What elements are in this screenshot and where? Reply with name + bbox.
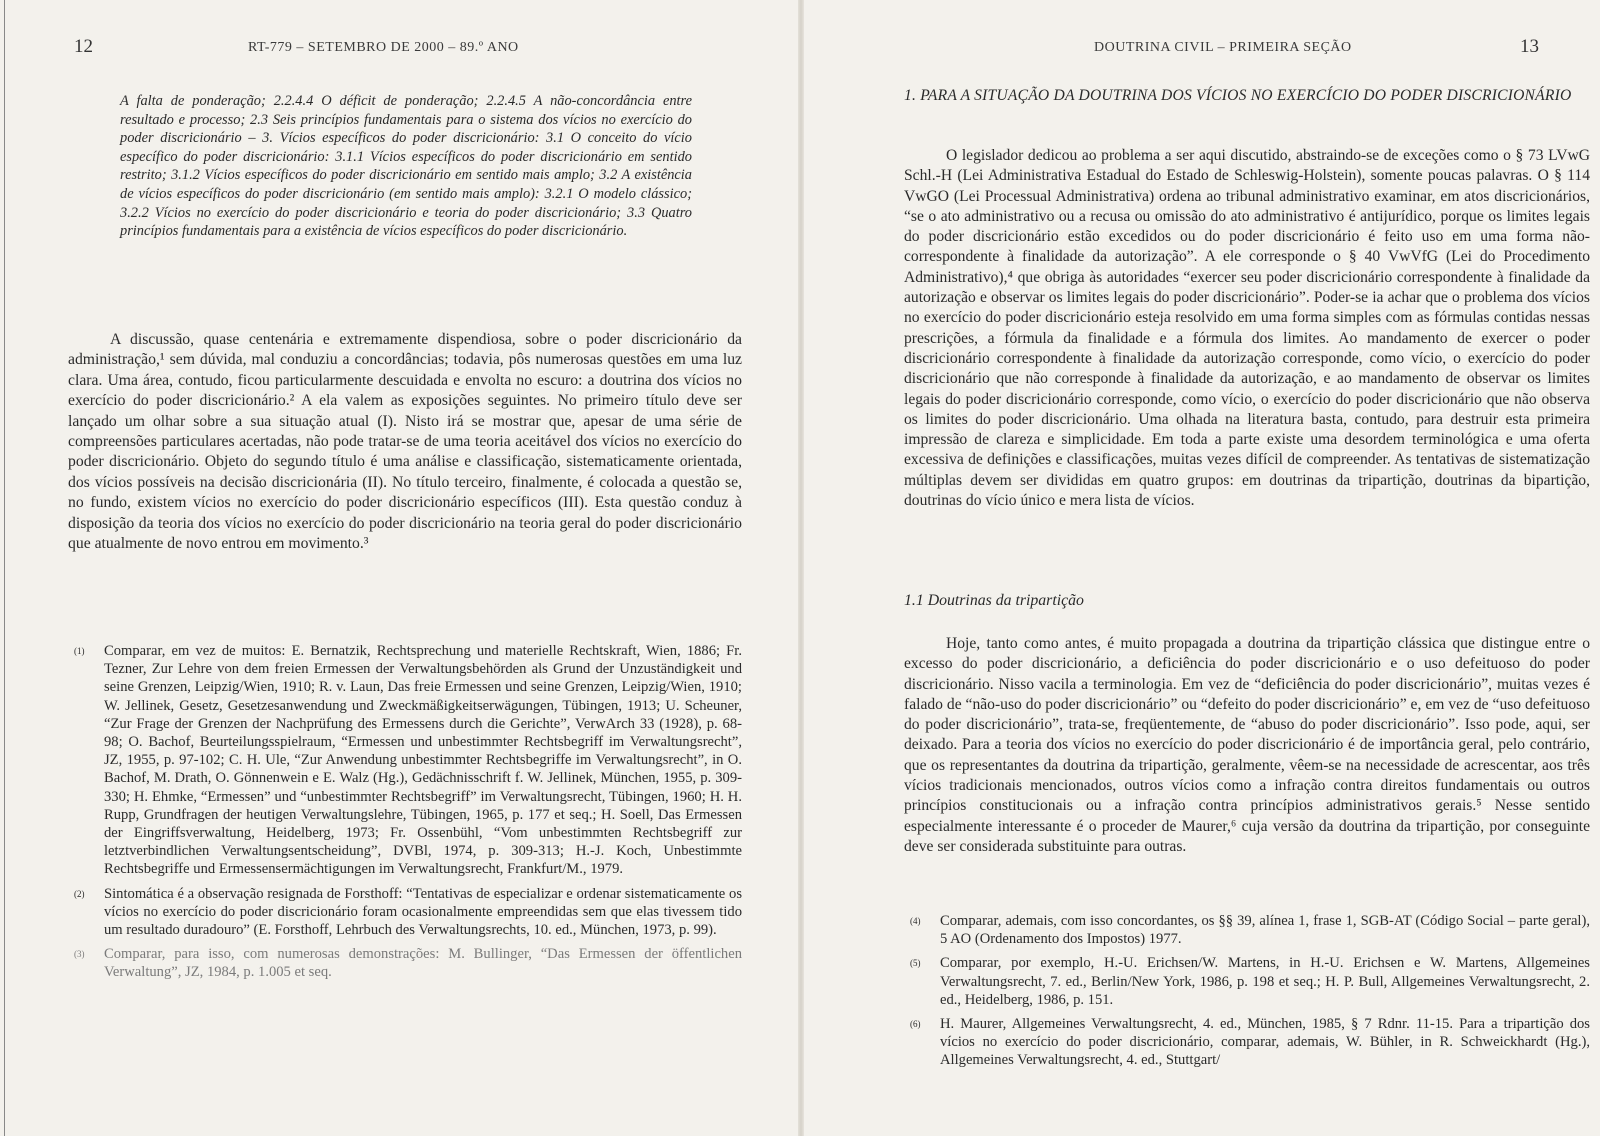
footnote-text: H. Maurer, Allgemeines Verwaltungsrecht, 4. ed., München, 1985, § 7 Rdnr. 11-15. Para a tripartição dos vícios no exercício do poder discricionário, comparar, ademais, W. Bühler, in R. Schweickhardt (Hg.), Allgemeines Verwaltungsrecht, 4. ed., Stuttgart/ bbox=[940, 1016, 1590, 1069]
page-edge-line bbox=[4, 0, 5, 1136]
footnote-mark: (6) bbox=[910, 1019, 921, 1030]
footnote-text: Comparar, para isso, com numerosas demonstrações: M. Bullinger, “Das Ermessen der öffentlichen Verwaltung”, JZ, 1984, p. 1.005 et seq. bbox=[104, 946, 742, 981]
summary-text: A falta de ponderação; 2.2.4.4 O déficit de ponderação; 2.2.4.5 A não-concordância entre resultado e processo; 2.3 Seis princípios fundamentais para o sistema dos vícios no exercício do poder discricionário – 3. Vícios específicos do poder discricionário: 3.1 O conceito do vício específico do poder discricionário: 3.1.1 Vícios específicos do poder discricionário em sentido restrito; 3.1.2 Vícios específicos do poder discricionário em sentido mais amplo; 3.2 A existência de vícios específicos do poder discricionário (em sentido mais amplo): 3.2.1 O modelo clássico; 3.2.2 Vícios no exercício do poder discricionário e teoria do poder discricionário; 3.3 Quatro princípios fundamentais para a existência de vícios específicos do poder discricionário. bbox=[120, 93, 692, 240]
footnote-6 bbox=[904, 1015, 1590, 1070]
footnote-mark: (1) bbox=[74, 646, 85, 656]
page-number-left: 12 bbox=[74, 36, 93, 57]
left-footnotes bbox=[68, 642, 742, 988]
footnote-mark: (5) bbox=[910, 958, 921, 969]
footnote-text: Comparar, ademais, com isso concordantes, os §§ 39, alínea 1, frase 1, SGB-AT (Código Social – parte geral), 5 AO (Ordenamento dos Impostos) 1977. bbox=[940, 913, 1590, 948]
footnote-mark: (3) bbox=[74, 949, 85, 960]
footnote-5 bbox=[904, 954, 1590, 1009]
section-title: 1. PARA A SITUAÇÃO DA DOUTRINA DOS VÍCIOS NO EXERCÍCIO DO PODER DISCRICIONÁRIO bbox=[904, 87, 1572, 104]
right-body-paragraph-2: Hoje, tanto como antes, é muito propagada a doutrina da tripartição clássica que distingue entre o excesso do poder discricionário, a deficiência do poder discricionário e o uso defeituoso do poder discricionário. Nisso vacila a terminologia. Em vez de “deficiência do poder discricionário”, muitas vezes é falado de “não-uso do poder discricionário” ou “defeito do poder discricionário” e, em vez de “uso defeituoso do poder discricionário”, trata-se, freqüentemente, de “abuso do poder discricionário”. Isso pode, aqui, ser deixado. Para a teoria dos vícios no exercício do poder discricionário é de importância geral, pelo contrário, que os representantes da doutrina da tripartição, geralmente, vêem-se na necessidade de acrescentar, aos três vícios tradicionais mencionados, outros vícios como a infração contra direitos fundamentais ou outros princípios constitucionais ou a infração contra princípios administrativos gerais.⁵ Nesse sentido especialmente interessante é o proceder de Maurer,⁶ cuja versão da doutrina da tripartição, por conseguinte deve ser considerada substituinte para outras. bbox=[904, 635, 1590, 855]
right-footnotes bbox=[904, 912, 1590, 1076]
footnote-4 bbox=[904, 912, 1590, 948]
left-page bbox=[0, 0, 798, 1136]
running-head-right: DOUTRINA CIVIL – PRIMEIRA SEÇÃO bbox=[1094, 40, 1352, 55]
running-head-left: RT-779 – SETEMBRO DE 2000 – 89.º ANO bbox=[248, 40, 519, 55]
right-body-2 bbox=[904, 634, 1590, 857]
right-body-paragraph: O legislador dedicou ao problema a ser aqui discutido, abstraindo-se de exceções como o § 73 LVwG Schl.-H (Lei Administrativa Estadual do Estado de Schleswig-Holstein), somente poucas palavras. O § 114 VwGO (Lei Processual Administrativa) ordena ao tribunal administrativo examinar, em atos discricionários, “se o ato administrativo ou a recusa ou omissão do ato administrativo é antijurídico, porque os limites legais do poder discricionário estão excedidos ou do poder discricionário é feito uso em uma forma não-correspondente à finalidade da autorização”. A ele corresponde o § 40 VwVfG (Lei do Procedimento Administrativo),⁴ que obriga às autoridades “exercer seu poder discricionário correspondente à finalidade da autorização e observar os limites legais do poder discricionário”. Poder-se ia achar que o problema dos vícios no exercício do poder discricionário esteja resolvido em uma forma simples com as fórmulas contidas nessas prescrições, a fórmula da finalidade e a fórmula dos limites. Ao mandamento de exercer o poder discricionário correspondente à finalidade da autorização corresponde, como vício, o exercício do poder discricionário que não corresponde à finalidade da autorização, e ao mandamento de observar os limites legais do poder discricionário corresponde, como vício, o exercício do poder discricionário que não observa os limites do poder discricionário. Uma olhada na literatura basta, contudo, para destruir esta primeira impressão de clareza e simplicidade. Em toda a parte existe uma desordem terminológica e uma oferta excessiva de definições e classificações, muitas vezes difícil de compreender. As tentativas de sistematização múltiplas devem ser divididas em quatro grupos: em doutrinas da tripartição, doutrinas da bipartição, doutrinas do vício único e mera lista de vícios. bbox=[904, 147, 1590, 510]
footnote-3 bbox=[68, 945, 742, 981]
footnote-mark: (4) bbox=[910, 916, 921, 926]
left-body bbox=[68, 330, 742, 554]
left-body-paragraph: A discussão, quase centenária e extremamente dispendiosa, sobre o poder discricionário da administração,¹ sem dúvida, mal conduziu a concordâncias; todavia, pôs numerosas questões em uma luz clara. Uma área, contudo, ficou particularmente descuidada e envolta no escuro: a doutrina dos vícios no exercício do poder discricionário.² A ela valem as exposições seguintes. No primeiro título deve ser lançado um olhar sobre a sua situação atual (I). Nisto irá se mostrar que, apesar de uma série de compreensões particulares acertadas, não pode tratar-se de uma teoria aceitável dos vícios no exercício do poder discricionário. Objeto do segundo título é uma análise e classificação, sistematicamente orientada, dos vícios possíveis na decisão discricionária (II). No título terceiro, finalmente, é colocada a questão se, no fundo, existem vícios no exercício do poder discricionário específicos (III). Esta questão conduz à disposição da teoria dos vícios no exercício do poder discricionário na teoria geral do poder discricionário que atualmente de novo entrou em movimento.³ bbox=[68, 331, 742, 553]
page-number-right: 13 bbox=[1520, 36, 1539, 57]
footnote-text: Comparar, em vez de muitos: E. Bernatzik, Rechtsprechung und materielle Rechtskraft, Wien, 1886; Fr. Tezner, Zur Lehre von dem freien Ermessen der Verwaltungsbehörden als Grund der Unzuständigkeit und seine Grenzen, Leipzig/Wien, 1910; R. v. Laun, Das freie Ermessen und seine Grenzen, Leipzig/Wien, 1910; W. Jellinek, Gesetz, Gesetzesanwendung und Zweckmäßigkeitserwägungen, Tübingen, 1913; U. Scheuner, “Zur Frage der Grenzen der Nachprüfung des Ermessens durch die Gerichte”, VerwArch 33 (1928), p. 68-98; O. Bachof, Beurteilungsspielraum, “Ermessen und unbestimmter Rechtsbegriff im Verwaltungsrecht”, JZ, 1955, p. 97-102; C. H. Ule, “Zur Anwendung unbestimmter Rechtsbegriffe im Verwaltungsrecht”, in O. Bachof, M. Drath, O. Gönnenwein e E. Walz (Hg.), Gedächnisschrift f. W. Jellinek, München, 1955, p. 309-330; H. Ehmke, “Ermessen” und “unbestimmter Rechtsbegriff” im Verwaltungsrecht, Tübingen, 1960; H. H. Rupp, Grundfragen der heutigen Verwaltungslehre, Tübingen, 1965, p. 177 et seq.; H. Soell, Das Ermessen der Eingriffsverwaltung, Heidelberg, 1973; Fr. Ossenbühl, “Vom unbestimmten Rechtsbegriff zur letztverbindlichen Verwaltungsentscheidung”, DVBl, 1974, p. 309-313; H.-J. Koch, Unbestimmte Rechtsbegriffe und Ermessensermächtigungen im Verwaltungsrecht, Frankfurt/M., 1979. bbox=[104, 643, 742, 878]
footnote-mark: (2) bbox=[74, 888, 85, 899]
subsection-title: 1.1 Doutrinas da tripartição bbox=[904, 592, 1084, 609]
right-page bbox=[804, 0, 1600, 1136]
footnote-text: Sintomática é a observação resignada de Forsthoff: “Tentativas de especializar e ordenar sistematicamente os vícios no exercício do poder discricionário foram ocasionalmente empreendidas sem que elas tivessem tido um resultado duradouro” (E. Forsthoff, Lehrbuch des Verwaltungsrechts, 10. ed., München, 1973, p. 99). bbox=[104, 885, 742, 939]
footnote-2 bbox=[68, 885, 742, 940]
right-body bbox=[904, 146, 1590, 511]
footnote-1 bbox=[68, 642, 742, 879]
footnote-text: Comparar, por exemplo, H.-U. Erichsen/W. Martens, in H.-U. Erichsen e W. Martens, Allgemeines Verwaltungsrecht, 7. ed., Berlin/New York, 1986, p. 198 et seq.; H. P. Bull, Allgemeines Verwaltungsrecht, 2. ed., Heidelberg, 1986, p. 151. bbox=[940, 955, 1590, 1008]
